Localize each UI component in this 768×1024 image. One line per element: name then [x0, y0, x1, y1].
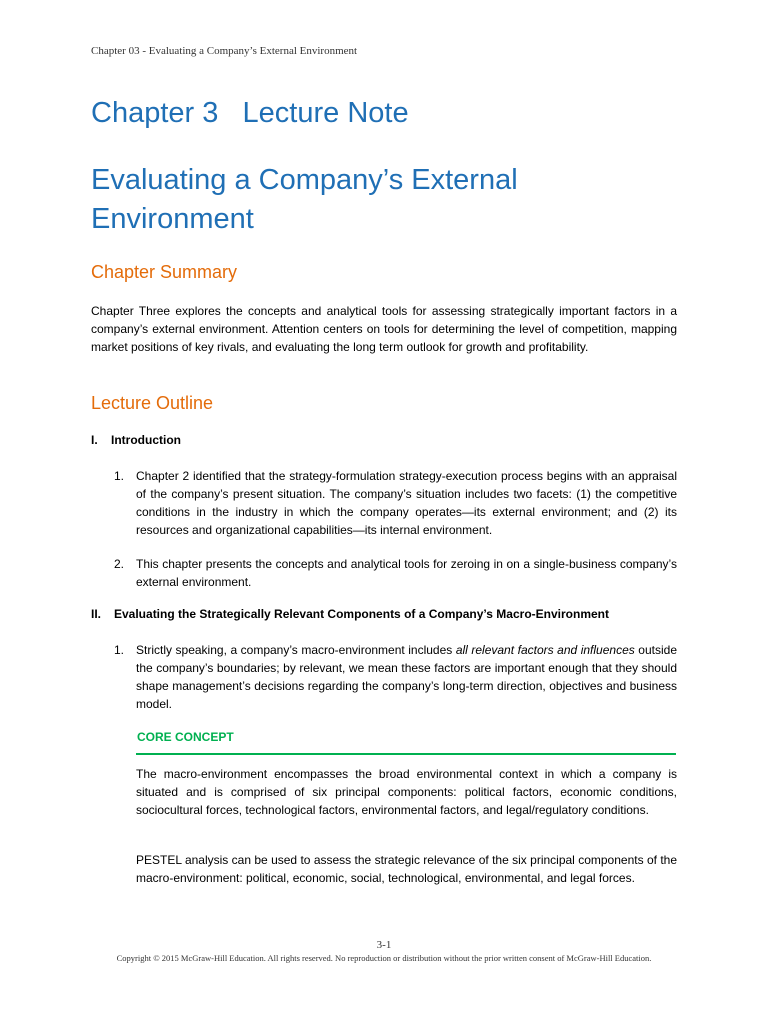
section-numeral: I.	[91, 433, 98, 447]
core-concept-paragraph: The macro-environment encompasses the broad environmental context in which a company is situated and is comprised of six principal components: political factors, economic conditions, sociocultural forces, technological factors, environmental factors, and legal/regulatory conditions.	[136, 767, 677, 817]
list-item-text: This chapter presents the concepts and analytical tools for zeroing in on a single-business company’s external environment.	[136, 557, 677, 589]
list-item-text: Chapter 2 identified that the strategy-formulation strategy-execution process begins with an appraisal of the company’s present situation. The company’s situation includes two facets: (1) the competitive conditions in the industry in which the company operates—its external environment; and (2) its resources and organizational capabilities—its internal environment.	[136, 469, 677, 537]
text-italic: all relevant factors and influences	[455, 643, 635, 657]
list-item-number: 1.	[114, 469, 125, 483]
section-title: Introduction	[111, 433, 181, 447]
chapter-subtitle-line1: Evaluating a Company’s External	[91, 164, 518, 196]
core-concept-divider	[136, 753, 676, 755]
pestel-paragraph: PESTEL analysis can be used to assess the strategic relevance of the six principal components of the macro-environment: political, economic, social, technological, environmental, and legal forces.	[136, 853, 677, 885]
page-number: 3-1	[376, 939, 392, 951]
copyright-notice: Copyright © 2015 McGraw-Hill Education. All rights reserved. No reproduction or distribution without the prior written consent of McGraw-Hill Education.	[116, 953, 652, 963]
section-introduction	[91, 433, 181, 447]
chapter-title: Chapter 3 Lecture Note	[91, 97, 409, 129]
text-part-b: outside the company’s boundaries; by relevant, we mean these factors are important enough that they should shape management’s decisions regarding the company’s long-term direction, objectives and business model.	[136, 643, 678, 711]
running-header: Chapter 03 - Evaluating a Company’s External Environment	[91, 45, 358, 57]
summary-heading: Chapter Summary	[91, 262, 238, 282]
core-concept-label: CORE CONCEPT	[137, 730, 234, 744]
summary-text: Chapter Three explores the concepts and analytical tools for assessing strategically important factors in a company’s external environment. Attention centers on tools for determining the level of competition, mapping market positions of key rivals, and evaluating the long term outlook for growth and profitability.	[91, 304, 677, 354]
list-item-text	[136, 641, 677, 713]
text-part-a: Strictly speaking, a company’s macro-environment includes	[136, 643, 456, 657]
chapter-subtitle-line2: Environment	[91, 203, 254, 235]
section-numeral: II.	[91, 607, 102, 621]
list-item-number: 2.	[114, 557, 125, 571]
outline-heading: Lecture Outline	[91, 393, 214, 413]
section-macro-environment	[91, 607, 609, 621]
list-item-number: 1.	[114, 643, 125, 657]
section-title: Evaluating the Strategically Relevant Components of a Company’s Macro-Environment	[114, 607, 609, 621]
